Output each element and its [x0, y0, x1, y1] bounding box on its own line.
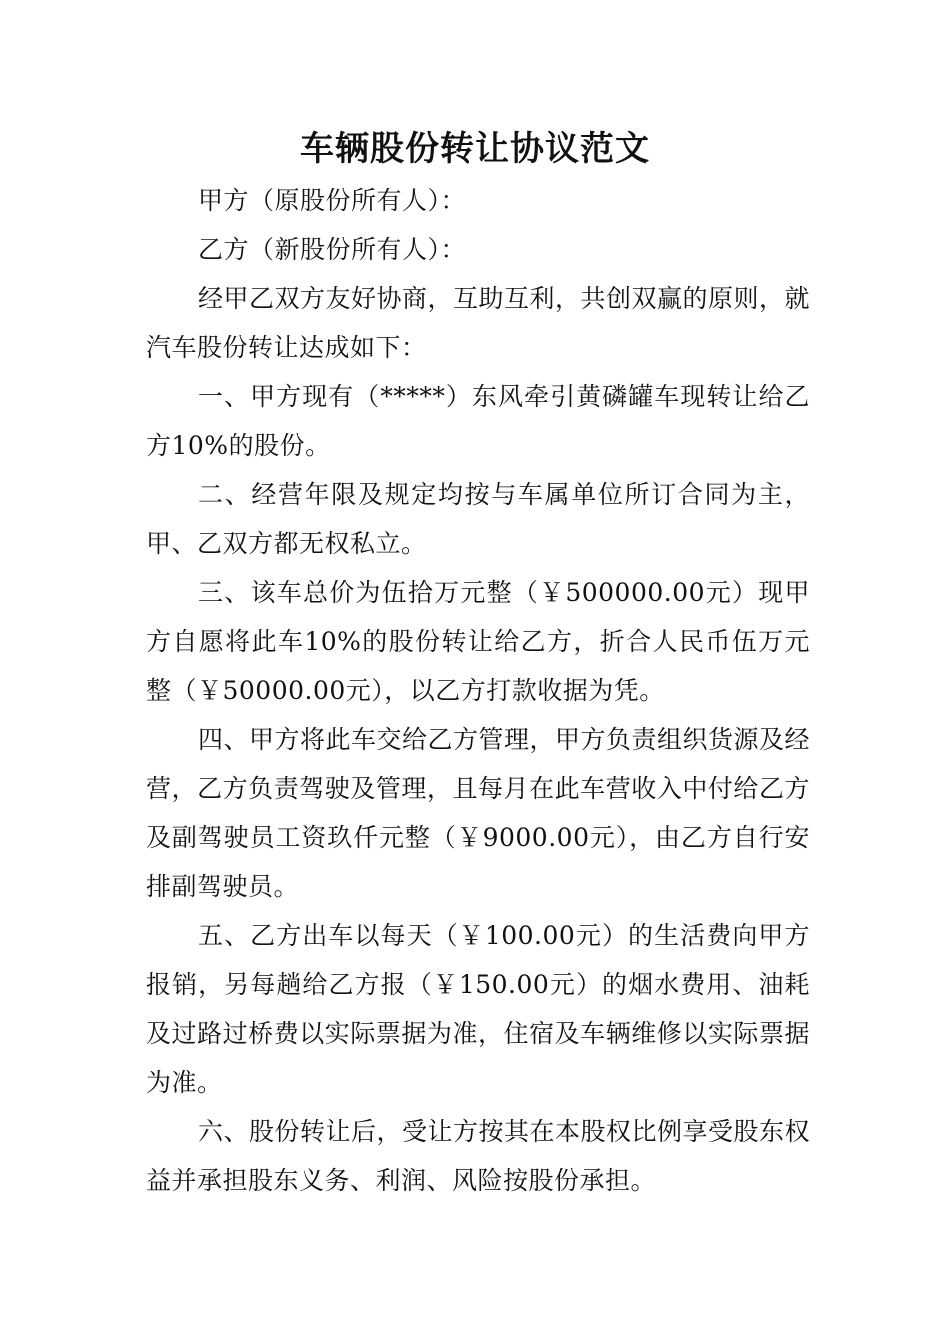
document-body	[146, 176, 810, 1205]
clause-4-paragraph: 四、甲方将此车交给乙方管理，甲方负责组织货源及经营，乙方负责驾驶及管理，且每月在此车营收入中付给乙方及副驾驶员工资玖仟元整（￥9000.00元），由乙方自行安排副驾驶员。	[146, 725, 811, 901]
clause-6-paragraph: 六、股份转让后，受让方按其在本股权比例享受股东权益并承担股东义务、利润、风险按股份承担。	[146, 1117, 811, 1195]
clause-3-paragraph: 三、该车总价为伍拾万元整（￥500000.00元）现甲方自愿将此车10%的股份转让给乙方，折合人民币伍万元整（￥50000.00元），以乙方打款收据为凭。	[146, 578, 810, 705]
clause-1-paragraph: 一、甲方现有（*****）东风牵引黄磷罐车现转让给乙方10%的股份。	[146, 382, 810, 460]
clause-5-paragraph: 五、乙方出车以每天（￥100.00元）的生活费向甲方报销，另每趟给乙方报（￥150.00元）的烟水费用、油耗及过路过桥费以实际票据为准，住宿及车辆维修以实际票据为准。	[146, 921, 810, 1097]
clause-2-paragraph: 二、经营年限及规定均按与车属单位所订合同为主，甲、乙双方都无权私立。	[146, 480, 810, 558]
party-a-line: 甲方（原股份所有人）：	[198, 186, 467, 215]
party-b-line: 乙方（新股份所有人）：	[198, 235, 467, 264]
preamble-paragraph: 经甲乙双方友好协商，互助互利，共创双赢的原则，就汽车股份转让达成如下：	[146, 284, 811, 362]
document-title: 车辆股份转让协议范文	[300, 129, 650, 169]
